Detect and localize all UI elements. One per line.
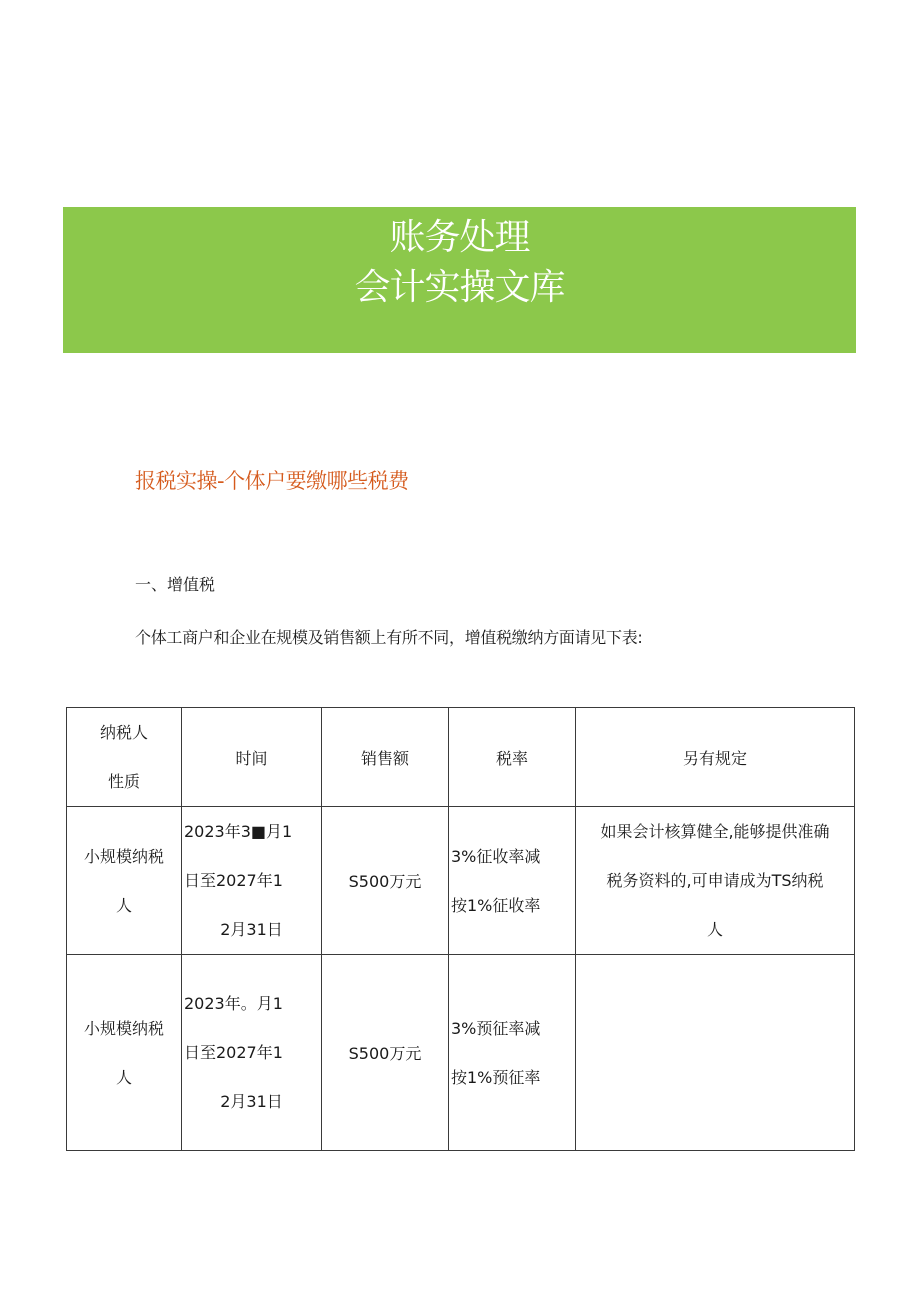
cell-sales: S500万元: [322, 955, 449, 1151]
table-row: [67, 807, 855, 955]
cell-line: 日至2027年1: [184, 1043, 283, 1062]
header-banner: [63, 207, 856, 353]
cell-line: 2023年3■月1: [184, 822, 293, 841]
cell-line: 如果会计核算健全,能够提供准确: [600, 822, 830, 841]
cell-time: [182, 955, 322, 1151]
banner-title-line-1: 账务处理: [389, 217, 530, 258]
cell-line: 人: [706, 920, 723, 939]
cell-other-rules-empty: [576, 955, 855, 1151]
cell-other-rules: [576, 807, 855, 955]
cell-taxpayer: [67, 807, 182, 955]
table-header-row: [67, 708, 855, 807]
header-other-rules: 另有规定: [576, 708, 855, 807]
cell-line: 按1%征收率: [451, 895, 541, 915]
vat-table: [66, 707, 855, 1151]
cell-sales: S500万元: [322, 807, 449, 955]
cell-line: 日至2027年1: [184, 871, 283, 890]
header-taxpayer-nature: [67, 708, 182, 807]
cell-taxpayer: [67, 955, 182, 1151]
intro-paragraph: 个体工商户和企业在规模及销售额上有所不同，增值税缴纳方面请见下表:: [135, 628, 643, 647]
cell-time: [182, 807, 322, 955]
cell-rate: [449, 807, 576, 955]
header-cell-line: 性质: [107, 772, 140, 791]
cell-rate: [449, 955, 576, 1151]
cell-line: 3%征收率减: [451, 846, 541, 866]
header-cell-line: 纳税人: [99, 723, 148, 742]
table-row: [67, 955, 855, 1151]
cell-line: 税务资料的,可申请成为TS纳税: [606, 871, 824, 890]
cell-line: 人: [115, 1067, 132, 1087]
section-heading: 一、增值税: [135, 575, 216, 594]
cell-line: 2月31日: [220, 1092, 283, 1111]
cell-line: 小规模纳税: [83, 1018, 164, 1038]
cell-line: 小规模纳税: [83, 846, 164, 866]
cell-line: 按1%预征率: [451, 1067, 541, 1087]
cell-line: 人: [115, 895, 132, 915]
cell-line: 2023年。月1: [184, 994, 283, 1013]
cell-line: 3%预征率减: [451, 1018, 541, 1038]
header-rate: 税率: [449, 708, 576, 807]
cell-line: 2月31日: [220, 920, 283, 939]
document-title: 报税实操-个体户要缴哪些税费: [135, 469, 409, 493]
banner-title-line-2: 会计实操文库: [354, 267, 565, 308]
header-time: 时间: [182, 708, 322, 807]
header-sales: 销售额: [322, 708, 449, 807]
